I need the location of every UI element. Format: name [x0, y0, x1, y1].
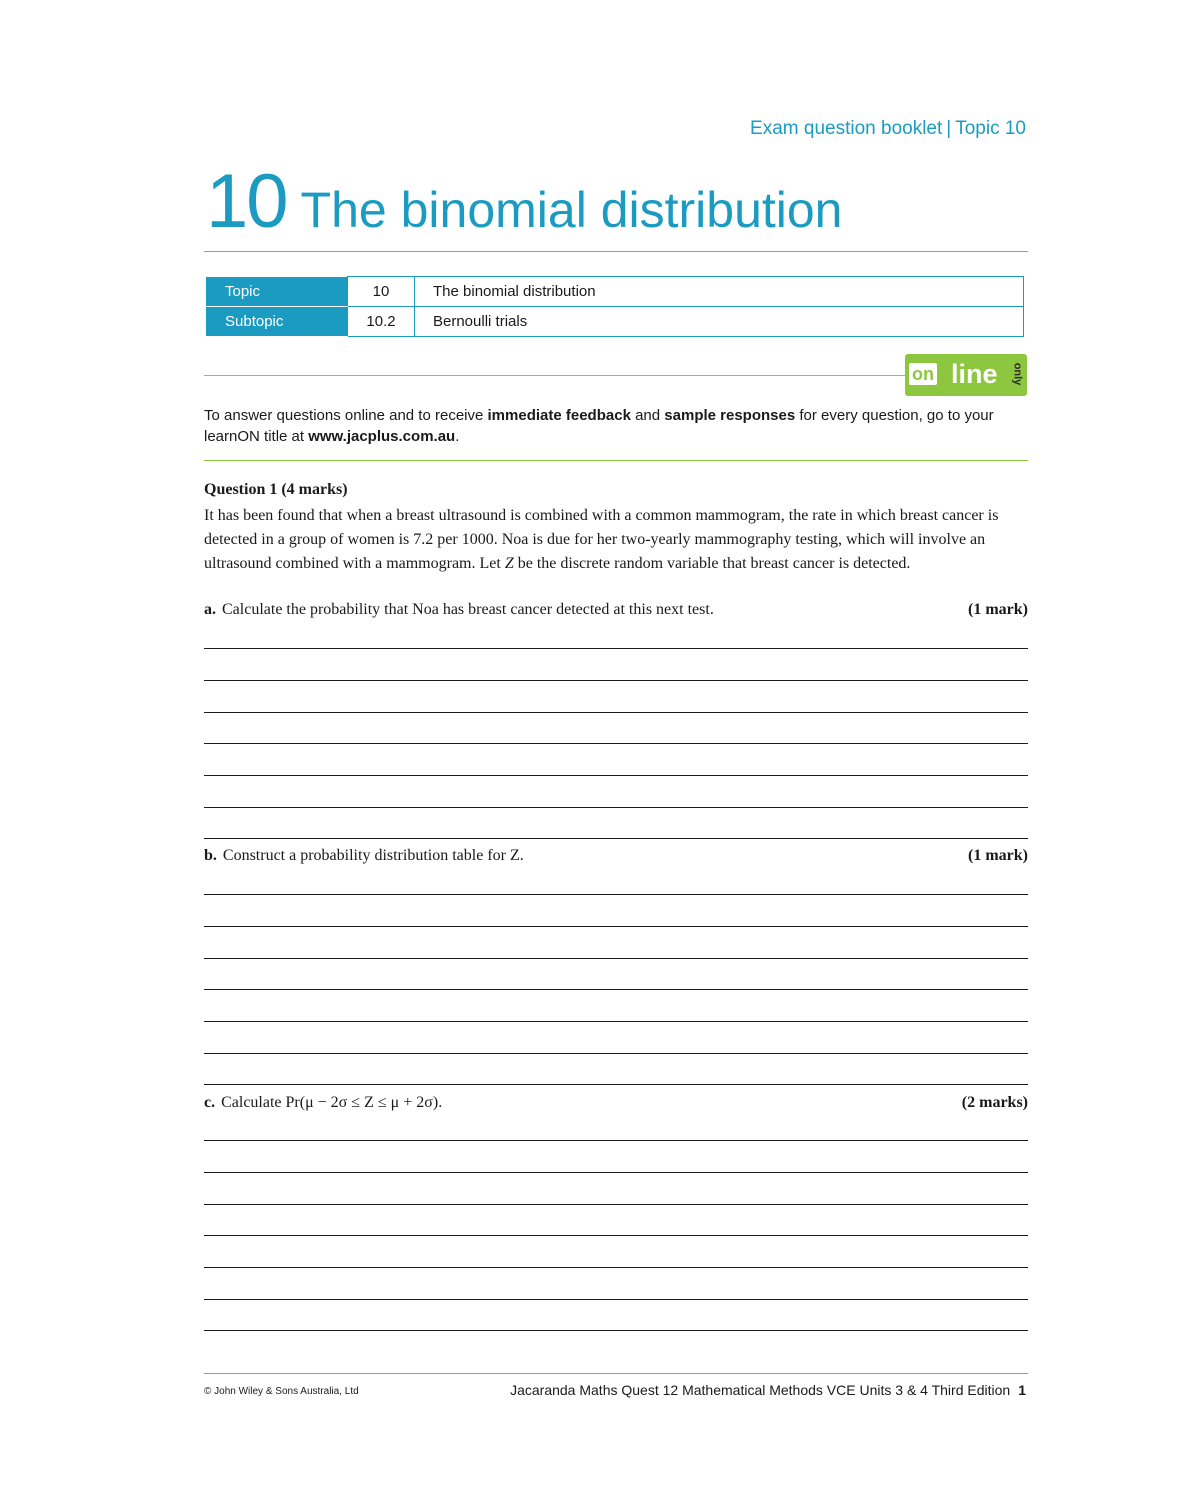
question-body [204, 504, 1028, 576]
part-b [204, 847, 1028, 865]
intro-part: and [630, 407, 665, 424]
answer-line[interactable] [204, 1053, 1028, 1054]
topic-row-label: Topic [207, 277, 348, 307]
question-body-text: It has been found that when a breast ultrasound is combined with a common mammogram, the rate in which breast cancer is detected in a group of women is 7.2 per 1000. Noa is due for her two-yearly mammography testing, which will involve an ultrasound combined with a mammogram. Let [204, 507, 999, 572]
part-letter: b. [204, 847, 217, 864]
intro-bold: sample responses [664, 407, 796, 424]
page-number: 1 [1018, 1382, 1026, 1398]
online-divider [204, 375, 906, 376]
answer-line[interactable] [204, 775, 1028, 776]
topic-label: Topic 10 [955, 118, 1026, 139]
intro-divider [204, 460, 1028, 461]
part-a [204, 601, 1028, 619]
subtopic-row [207, 307, 1024, 337]
question-body-text: be the discrete random variable that breast cancer is detected. [513, 555, 911, 572]
badge-only: only [1011, 362, 1024, 386]
part-text: Calculate the probability that Noa has breast cancer detected at this next test. [222, 601, 714, 618]
subtopic-row-label: Subtopic [207, 307, 348, 337]
answer-line[interactable] [204, 1172, 1028, 1173]
answer-line[interactable] [204, 1235, 1028, 1236]
intro-part: . [455, 428, 460, 445]
intro-bold: immediate feedback [487, 407, 631, 424]
answer-line[interactable] [204, 989, 1028, 990]
topic-row [207, 277, 1024, 307]
question-title: Question 1 (4 marks) [204, 481, 348, 498]
answer-line[interactable] [204, 894, 1028, 895]
answer-line[interactable] [204, 712, 1028, 713]
title-number: 10 [206, 159, 287, 244]
booklet-label: Exam question booklet [750, 118, 943, 139]
answer-line[interactable] [204, 807, 1028, 808]
answer-line[interactable] [204, 838, 1028, 839]
subtopic-row-name: Bernoulli trials [415, 307, 1024, 337]
part-text: Calculate Pr(μ − 2σ ≤ Z ≤ μ + 2σ). [221, 1094, 443, 1111]
intro-text [204, 405, 1014, 447]
question-variable: Z [504, 555, 514, 572]
part-marks: (2 marks) [961, 1094, 1028, 1111]
answer-line[interactable] [204, 926, 1028, 927]
part-c [204, 1094, 1028, 1112]
title-divider [204, 251, 1028, 252]
part-letter: a. [204, 601, 216, 618]
answer-line[interactable] [204, 958, 1028, 959]
answer-line[interactable] [204, 1021, 1028, 1022]
online-only-badge [905, 354, 1027, 396]
title-text: The binomial distribution [300, 182, 843, 238]
answer-line[interactable] [204, 1330, 1028, 1331]
intro-part: for every question, go to your learnON title at [204, 407, 994, 445]
footer-book [510, 1382, 1026, 1398]
answer-line[interactable] [204, 743, 1028, 744]
answer-line[interactable] [204, 680, 1028, 681]
answer-line[interactable] [204, 1267, 1028, 1268]
answer-line[interactable] [204, 648, 1028, 649]
footer-copyright: © John Wiley & Sons Australia, Ltd [204, 1386, 359, 1397]
footer-divider [204, 1373, 1028, 1374]
jacplus-link[interactable]: www.jacplus.com.au [308, 428, 456, 445]
part-marks: (1 mark) [968, 601, 1028, 618]
page-title [206, 158, 843, 245]
topic-table [206, 276, 1024, 337]
answer-line[interactable] [204, 1299, 1028, 1300]
part-text: Construct a probability distribution table for Z. [222, 847, 524, 864]
subtopic-row-code: 10.2 [348, 307, 415, 337]
badge-on: on [909, 363, 937, 385]
footer-book-title: Jacaranda Maths Quest 12 Mathematical Methods VCE Units 3 & 4 Third Edition [510, 1382, 1011, 1398]
answer-line[interactable] [204, 1140, 1028, 1141]
part-marks: (1 mark) [968, 847, 1028, 864]
answer-line[interactable] [204, 1204, 1028, 1205]
topic-row-code: 10 [348, 277, 415, 307]
part-letter: c. [204, 1094, 216, 1111]
answer-line[interactable] [204, 1084, 1028, 1085]
badge-line: line [951, 359, 998, 389]
intro-part: To answer questions online and to receive [204, 407, 488, 424]
topic-row-name: The binomial distribution [415, 277, 1024, 307]
header-tag: Exam question booklet | Topic 10 [750, 118, 1026, 139]
